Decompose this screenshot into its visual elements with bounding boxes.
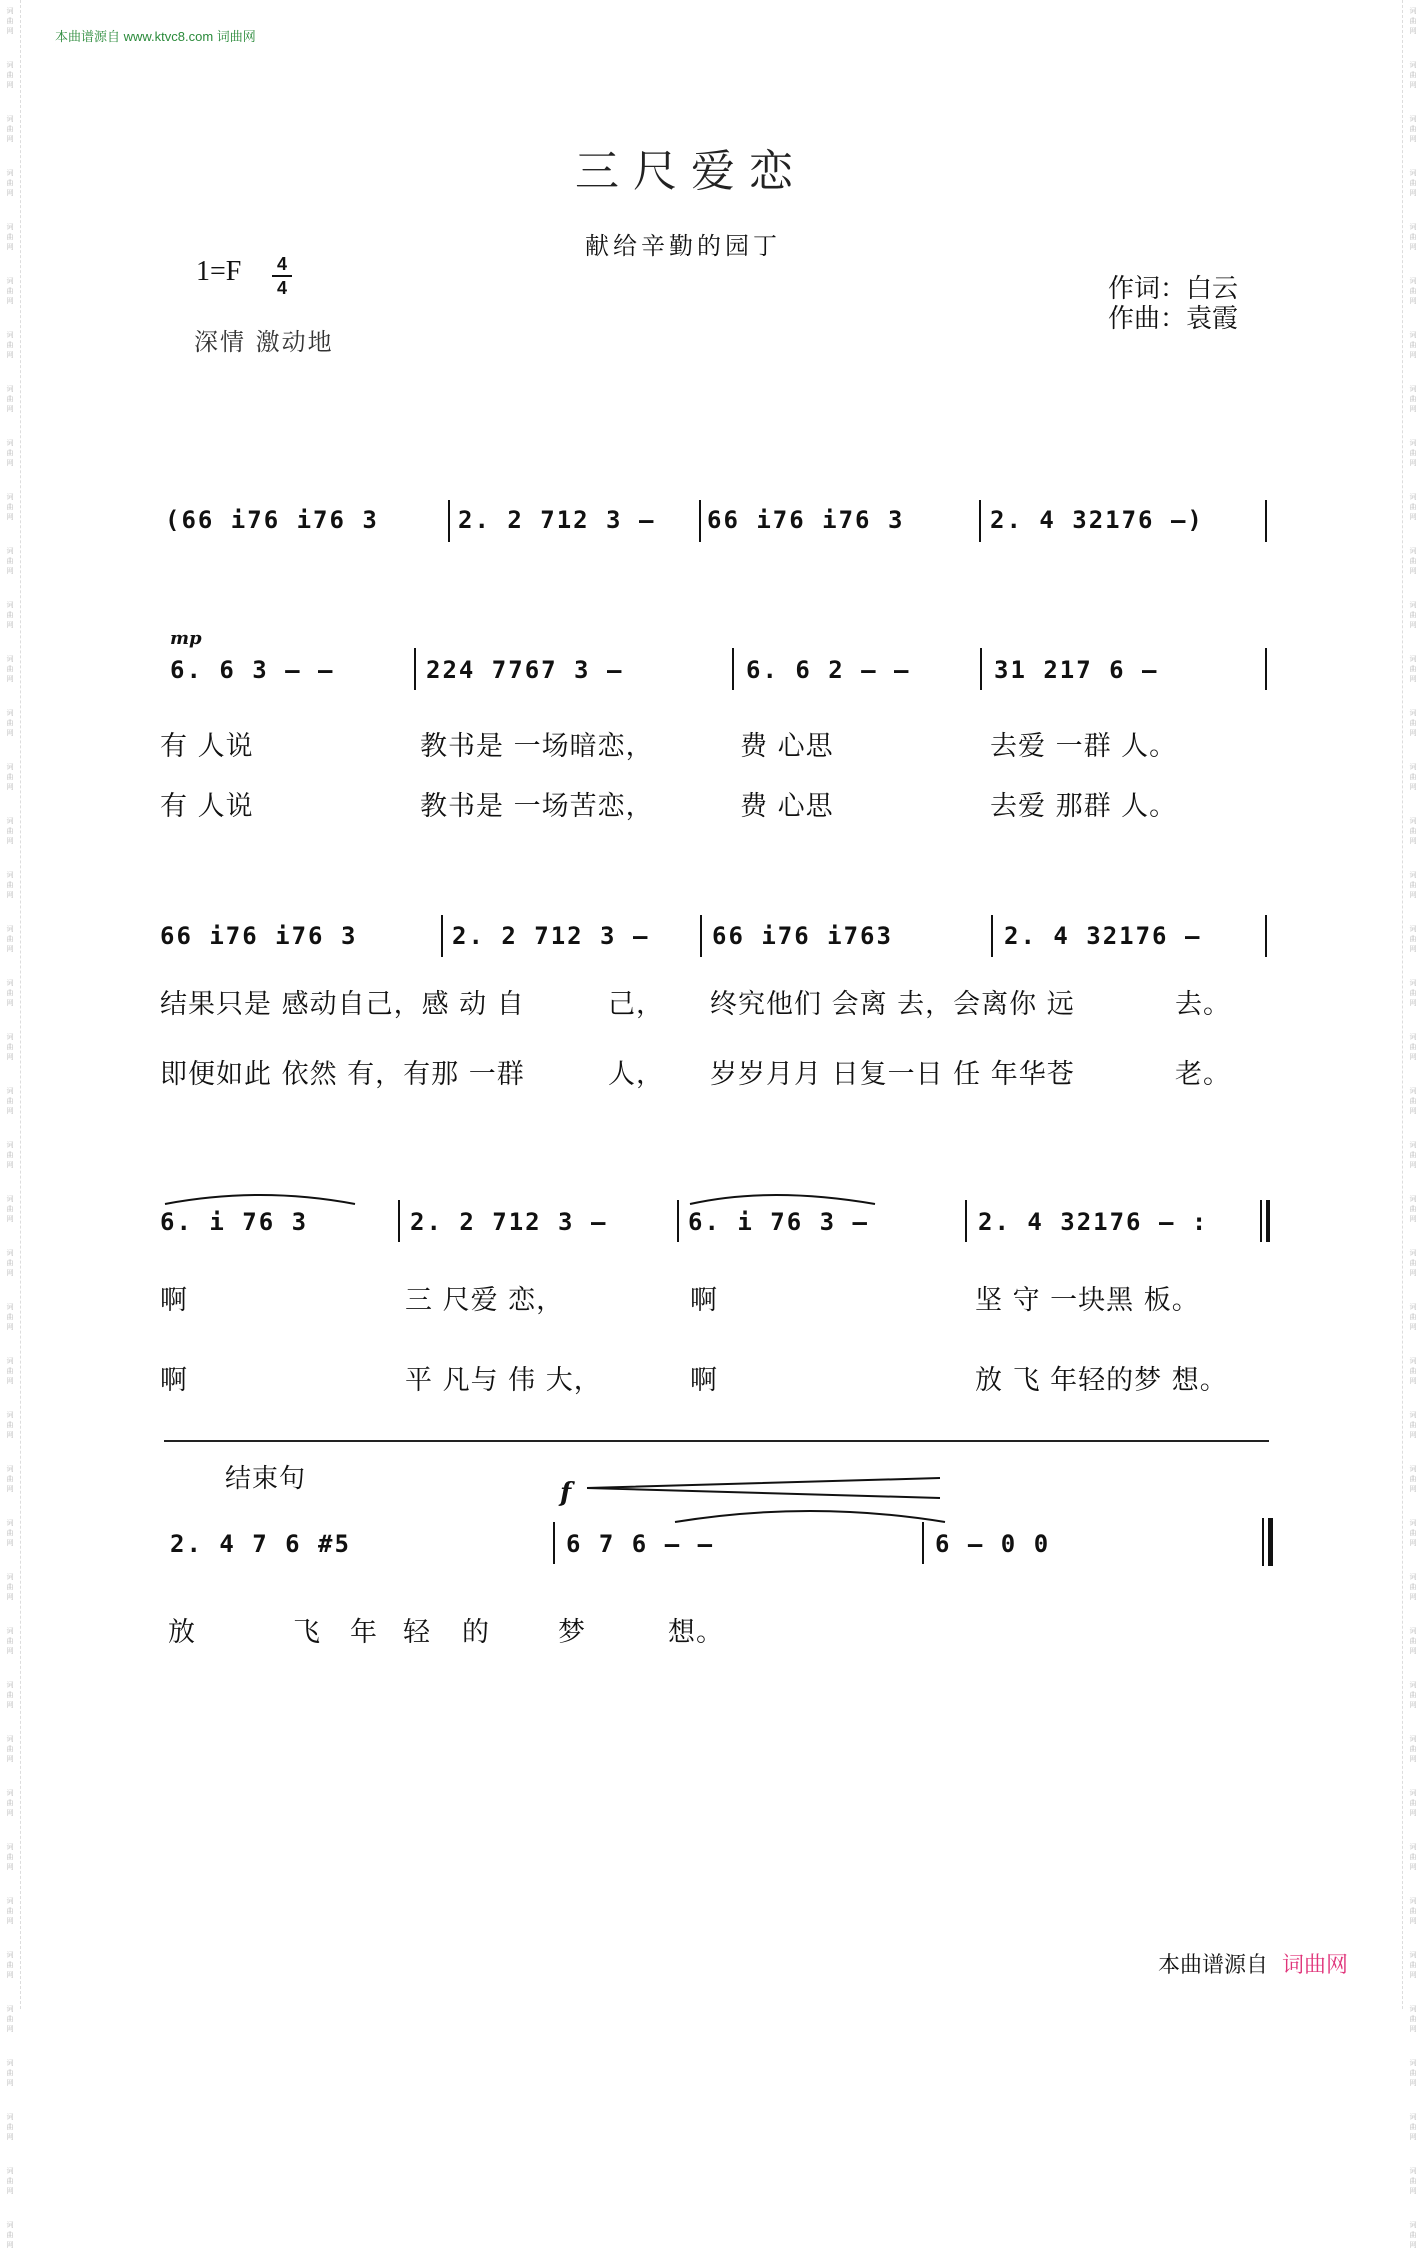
- measure: 2. 4 32176 –): [990, 506, 1204, 534]
- dynamic-marking: mp: [170, 628, 202, 649]
- lyricist-credit: 作词：白云: [1108, 274, 1239, 304]
- lyric: 坚 守 一块黑 板。: [975, 1285, 1200, 1316]
- footer-brand-link[interactable]: 词曲网: [1282, 1953, 1349, 1978]
- lyric: 岁岁月月 日复一日 任 年华苍: [710, 1059, 1075, 1090]
- song-title: 三尺爱恋: [575, 146, 807, 197]
- lyric: 想。: [668, 1617, 724, 1648]
- time-signature: [272, 254, 292, 298]
- barline: [699, 500, 701, 542]
- measure: 66 i76 i763: [712, 922, 893, 950]
- barline: [441, 915, 443, 957]
- key-signature: 1=F: [196, 256, 242, 287]
- lyric: 梦: [558, 1617, 586, 1648]
- lyric: 终究他们 会离 去，会离你 远: [710, 989, 1075, 1020]
- lyric: 飞: [293, 1617, 321, 1648]
- song-subtitle: 献给辛勤的园丁: [585, 232, 781, 260]
- measure: 6. 6 2 – –: [746, 656, 911, 684]
- barline: [980, 648, 982, 690]
- barline: [1265, 915, 1267, 957]
- barline: [991, 915, 993, 957]
- slur-marks: [160, 1186, 880, 1206]
- barline: [979, 500, 981, 542]
- lyric: 啊: [160, 1365, 188, 1396]
- lyric: 老。: [1175, 1059, 1231, 1090]
- measure: 6 7 6 – –: [566, 1530, 715, 1558]
- measure: 2. 4 7 6 #5: [170, 1530, 351, 1558]
- measure: 66 i76 i76 3: [160, 922, 358, 950]
- lyric: 啊: [690, 1285, 718, 1316]
- measure: 2. 2 712 3 –: [410, 1208, 608, 1236]
- repeat-barline: [1266, 1200, 1270, 1242]
- ending-label: 结束句: [225, 1464, 307, 1494]
- lyric: 己，: [608, 989, 664, 1020]
- lyric: 费 心思: [740, 791, 834, 822]
- lyric: 啊: [160, 1285, 188, 1316]
- composer-credit: 作曲：袁霞: [1108, 304, 1239, 334]
- lyric: 年: [350, 1617, 378, 1648]
- measure: 2. 2 712 3 –: [458, 506, 656, 534]
- lyric: 去爱 一群 人。: [990, 731, 1178, 762]
- lyric: 去。: [1175, 989, 1231, 1020]
- lyric: 结果只是 感动自己，感 动 自: [160, 989, 525, 1020]
- lyric: 教书是 一场暗恋，: [420, 731, 654, 762]
- time-signature-top: 4: [276, 254, 287, 274]
- measure: 2. 4 32176 – :: [978, 1208, 1209, 1236]
- tie-mark: [670, 1500, 950, 1524]
- left-watermark-strip: 词 曲 网 词 曲 网 词 曲 网 词 曲 网 词 曲 网 词 曲 网 词 曲 网 词 曲 网 词 曲 网 词 曲 网 词 曲 网 词 曲 网 词 曲 网 词 曲 网 词 曲 网 词 曲 网 词 曲 网 词 曲 网 词 曲 网 词 曲 网 词 曲 网 词 曲 网 词 曲 网 词 曲 网 词 曲 网 词 曲 网 词 曲 网 词 曲 网 词 曲 网 词 曲 网 词 曲 网 词 曲 网 词 曲 网 词 曲 网 词 曲 网 词 曲 网 词 曲 网 词 曲 网 词 曲 网 词 曲 网 词 曲 网 词 曲 网: [0, 0, 21, 2009]
- barline: [414, 648, 416, 690]
- right-watermark-strip: 词 曲 网 词 曲 网 词 曲 网 词 曲 网 词 曲 网 词 曲 网 词 曲 网 词 曲 网 词 曲 网 词 曲 网 词 曲 网 词 曲 网 词 曲 网 词 曲 网 词 曲 网 词 曲 网 词 曲 网 词 曲 网 词 曲 网 词 曲 网 词 曲 网 词 曲 网 词 曲 网 词 曲 网 词 曲 网 词 曲 网 词 曲 网 词 曲 网 词 曲 网 词 曲 网 词 曲 网 词 曲 网 词 曲 网 词 曲 网 词 曲 网 词 曲 网 词 曲 网 词 曲 网 词 曲 网 词 曲 网 词 曲 网 词 曲 网: [1402, 0, 1423, 2009]
- measure: 6. 6 3 – –: [170, 656, 335, 684]
- lyric: 平 凡与 伟 大，: [405, 1365, 602, 1396]
- measure: 6. i 76 3: [160, 1208, 309, 1236]
- barline: [700, 915, 702, 957]
- footer-source: [1158, 1948, 1348, 1979]
- barline: [448, 500, 450, 542]
- decrescendo-hairpin: [585, 1474, 945, 1502]
- lyric: 啊: [690, 1365, 718, 1396]
- tempo-marking: 深情 激动地: [194, 328, 334, 356]
- lyric: 的: [462, 1617, 490, 1648]
- measure: 2. 4 32176 –: [1004, 922, 1202, 950]
- barline: [732, 648, 734, 690]
- final-barline-thick: [1268, 1518, 1273, 1566]
- time-signature-bar: [272, 275, 292, 277]
- lyric: 费 心思: [740, 731, 834, 762]
- lyric: 即便如此 依然 有，有那 一群: [160, 1059, 525, 1090]
- barline: [677, 1200, 679, 1242]
- time-signature-bottom: 4: [276, 278, 287, 298]
- barline: [1260, 1200, 1262, 1242]
- barline: [1265, 500, 1267, 542]
- measure: 6. i 76 3 –: [688, 1208, 869, 1236]
- barline: [398, 1200, 400, 1242]
- barline: [922, 1522, 924, 1564]
- lyric: 有 人说: [160, 731, 254, 762]
- lyric: 放 飞 年轻的梦 想。: [975, 1365, 1228, 1396]
- header-source-text: 本曲谱源自 www.ktvc8.com 词曲网: [55, 29, 256, 44]
- barline: [1265, 648, 1267, 690]
- measure: 224 7767 3 –: [426, 656, 624, 684]
- section-divider: [164, 1440, 1269, 1442]
- lyric: 教书是 一场苦恋，: [420, 791, 654, 822]
- lyric: 三 尺爱 恋，: [405, 1285, 565, 1316]
- measure: (66 i76 i76 3: [165, 506, 379, 534]
- lyric: 放: [168, 1617, 196, 1648]
- lyric: 有 人说: [160, 791, 254, 822]
- measure: 6 – 0 0: [935, 1530, 1051, 1558]
- measure: 31 217 6 –: [994, 656, 1159, 684]
- final-barline-thin: [1262, 1518, 1264, 1566]
- barline: [553, 1522, 555, 1564]
- lyric: 人，: [608, 1059, 664, 1090]
- barline: [965, 1200, 967, 1242]
- measure: 66 i76 i76 3: [707, 506, 905, 534]
- lyric: 轻: [403, 1617, 431, 1648]
- footer-source-text: 本曲谱源自: [1158, 1953, 1269, 1978]
- measure: 2. 2 712 3 –: [452, 922, 650, 950]
- lyric: 去爱 那群 人。: [990, 791, 1178, 822]
- dynamic-marking: f: [560, 1478, 572, 1508]
